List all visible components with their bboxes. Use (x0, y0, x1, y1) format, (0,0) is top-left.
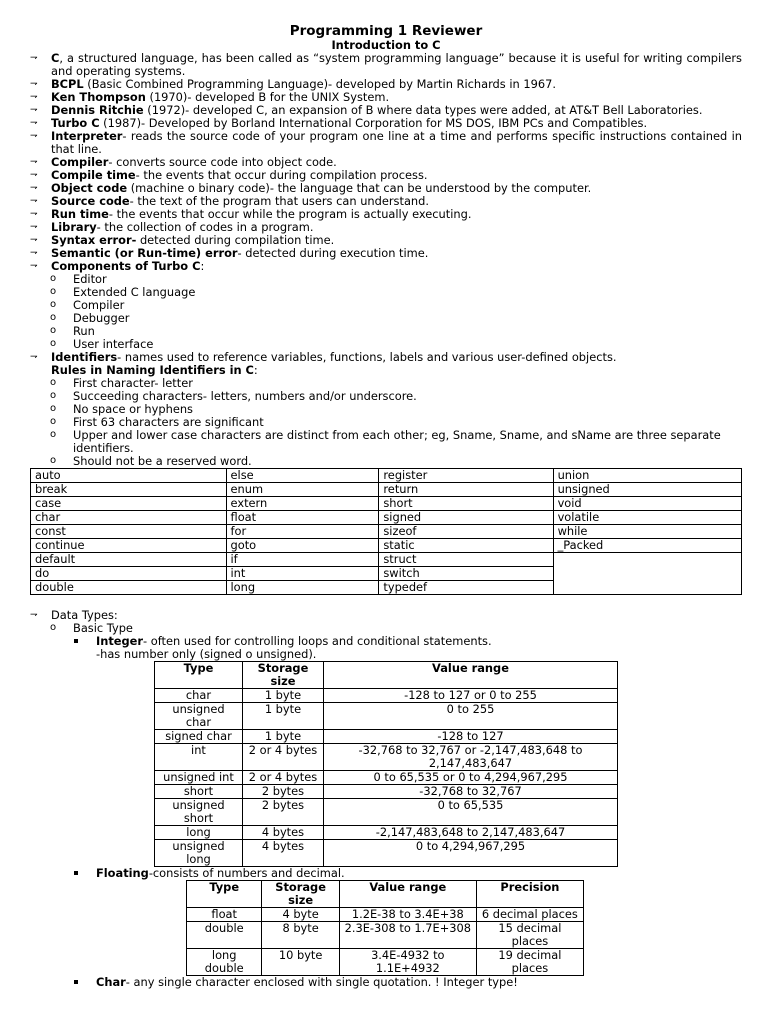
rule-item: o No space or hyphens (30, 403, 742, 416)
term: Semantic (or Run-time) error (51, 246, 238, 260)
table-cell: for (226, 525, 379, 539)
table-row (31, 469, 742, 483)
table-cell: unsigned (553, 483, 741, 497)
table-cell: -128 to 127 (323, 730, 617, 744)
table-cell: void (553, 497, 741, 511)
table-cell: -32,768 to 32,767 (323, 785, 617, 799)
table-cell: continue (31, 539, 227, 553)
term: Turbo C (51, 116, 100, 130)
definition: - any single character enclosed with single quotation. ! Integer type! (125, 975, 518, 989)
table-cell: case (31, 497, 227, 511)
term: Integer (96, 634, 144, 648)
table-cell: 0 to 65,535 (323, 799, 617, 826)
intro-item (30, 130, 742, 156)
definition: - detected during execution time. (237, 246, 429, 260)
term: Ken Thompson (51, 90, 146, 104)
table-cell: sizeof (379, 525, 553, 539)
rule-item: o Should not be a reserved word. (30, 455, 742, 468)
table-cell: 2 or 4 bytes (242, 744, 323, 771)
rules-list (30, 377, 742, 468)
table-cell: -32,768 to 32,767 or -2,147,483,648 to 2,147,483,647 (323, 744, 617, 771)
table-cell: break (31, 483, 227, 497)
component-item: o Compiler (30, 299, 742, 312)
data-types-item: ⇁ Data Types: (30, 609, 742, 622)
term: Floating (96, 866, 149, 880)
floating-item (30, 867, 742, 880)
column-header: Storage size (262, 881, 339, 908)
table-cell: 6 decimal places (476, 908, 583, 922)
table-row (155, 785, 618, 799)
definition: (1972)- developed C, an expansion of B where data types were added, at AT&T Bell Laboratories. (143, 103, 703, 117)
table-cell: 0 to 255 (323, 703, 617, 730)
definition: -consists of numbers and decimal. (148, 866, 345, 880)
term: Run time (51, 207, 109, 221)
definition: - often used for controlling loops and conditional statements. (143, 634, 492, 648)
table-cell: 1.2E-38 to 3.4E+38 (339, 908, 476, 922)
term: Compile time (51, 168, 136, 182)
table-row (155, 730, 618, 744)
table-row (31, 539, 742, 553)
column-header: Value range (339, 881, 476, 908)
rule-item: o First character- letter (30, 377, 742, 390)
definition: detected during compilation time. (136, 233, 335, 247)
table-row (155, 689, 618, 703)
rules-title: Rules in Naming Identifiers in C (51, 363, 254, 377)
table-cell: extern (226, 497, 379, 511)
table-cell: 2 bytes (242, 799, 323, 826)
table-cell: char (31, 511, 227, 525)
table-cell: double (187, 922, 262, 949)
table-cell: long (155, 826, 243, 840)
table-cell: auto (31, 469, 227, 483)
intro-item (30, 52, 742, 78)
table-row (31, 483, 742, 497)
table-cell: if (226, 553, 379, 567)
floating-types-table (186, 880, 584, 976)
table-cell: int (155, 744, 243, 771)
term: C (51, 51, 60, 65)
table-cell: float (187, 908, 262, 922)
table-cell: long double (187, 949, 262, 976)
table-cell: 1 byte (242, 703, 323, 730)
components-list (30, 273, 742, 351)
table-header-row (155, 662, 618, 689)
term: Interpreter (51, 129, 123, 143)
table-cell: char (155, 689, 243, 703)
definition: (1970)- developed B for the UNIX System. (145, 90, 390, 104)
definition: - the events that occur while the program is actually executing. (108, 207, 472, 221)
table-cell: -128 to 127 or 0 to 255 (323, 689, 617, 703)
basic-type-item: o Basic Type (30, 622, 742, 635)
table-cell: 0 to 65,535 or 0 to 4,294,967,295 (323, 771, 617, 785)
term: Object code (51, 181, 128, 195)
table-cell: const (31, 525, 227, 539)
term: BCPL (51, 77, 84, 91)
table-cell: while (553, 525, 741, 539)
table-cell: 4 byte (262, 908, 339, 922)
table-cell: _Packed (553, 539, 741, 553)
table-row (155, 703, 618, 730)
table-cell: 2 or 4 bytes (242, 771, 323, 785)
table-cell: 4 bytes (242, 840, 323, 867)
identifiers-item (30, 351, 742, 364)
table-cell: do (31, 567, 227, 581)
table-cell: unsigned short (155, 799, 243, 826)
table-cell: 2.3E-308 to 1.7E+308 (339, 922, 476, 949)
table-cell: 15 decimal places (476, 922, 583, 949)
table-cell: volatile (553, 511, 741, 525)
table-cell (553, 553, 741, 595)
intro-list (30, 52, 742, 273)
column-header: Value range (323, 662, 617, 689)
table-cell: 2 bytes (242, 785, 323, 799)
table-row (155, 799, 618, 826)
table-row (155, 744, 618, 771)
table-cell: 19 decimal places (476, 949, 583, 976)
table-cell: 4 bytes (242, 826, 323, 840)
table-row (31, 497, 742, 511)
table-cell: unsigned long (155, 840, 243, 867)
component-item: o Extended C language (30, 286, 742, 299)
table-cell: return (379, 483, 553, 497)
table-cell: struct (379, 553, 553, 567)
table-cell: goto (226, 539, 379, 553)
column-header: Type (187, 881, 262, 908)
table-cell: enum (226, 483, 379, 497)
table-cell: 8 byte (262, 922, 339, 949)
term: Identifiers (51, 350, 118, 364)
table-row (187, 908, 584, 922)
table-cell: register (379, 469, 553, 483)
column-header: Precision (476, 881, 583, 908)
definition: - names used to reference variables, functions, labels and various user-defined objects. (117, 350, 617, 364)
table-cell: 1 byte (242, 689, 323, 703)
term: Compiler (51, 155, 109, 169)
definition: , a structured language, has been called as “system programming language” because it is useful for writing compilers and operating systems. (51, 51, 742, 78)
table-cell: short (155, 785, 243, 799)
table-cell: 3.4E-4932 to 1.1E+4932 (339, 949, 476, 976)
table-cell: 10 byte (262, 949, 339, 976)
rules-colon: : (253, 363, 258, 377)
table-cell: unsigned int (155, 771, 243, 785)
table-cell: unsigned char (155, 703, 243, 730)
intro-item (30, 260, 742, 273)
definition: - the text of the program that users can understand. (129, 194, 430, 208)
table-cell: signed (379, 511, 553, 525)
definition: - converts source code into object code. (108, 155, 337, 169)
char-item (30, 976, 742, 989)
table-row (155, 840, 618, 867)
table-cell: -2,147,483,648 to 2,147,483,647 (323, 826, 617, 840)
table-row (31, 525, 742, 539)
table-cell: 0 to 4,294,967,295 (323, 840, 617, 867)
component-item: o User interface (30, 338, 742, 351)
term: Syntax error- (51, 233, 137, 247)
table-row (155, 826, 618, 840)
table-cell: typedef (379, 581, 553, 595)
definition: : (200, 259, 205, 273)
table-row (187, 922, 584, 949)
rule-item: o Upper and lower case characters are distinct from each other; eg, Sname, Sname, and sName are three separate identifiers. (30, 429, 742, 455)
table-row (187, 949, 584, 976)
component-item: o Run (30, 325, 742, 338)
table-cell: signed char (155, 730, 243, 744)
definition: - reads the source code of your program one line at a time and performs specific instructions contained in that line. (51, 129, 742, 156)
section-subtitle: Introduction to C (331, 38, 441, 52)
integer-types-table (154, 661, 618, 867)
component-item: o Editor (30, 273, 742, 286)
term: Char (96, 975, 126, 989)
definition: (machine o binary code)- the language that can be understood by the computer. (127, 181, 592, 195)
integer-note: -has number only (signed o unsigned). (96, 647, 317, 661)
table-cell: short (379, 497, 553, 511)
term: Source code (51, 194, 130, 208)
reserved-words-table (30, 468, 742, 595)
term: Dennis Ritchie (51, 103, 144, 117)
table-cell: default (31, 553, 227, 567)
term: Library (51, 220, 97, 234)
table-cell: double (31, 581, 227, 595)
table-row (155, 771, 618, 785)
definition: - the collection of codes in a program. (96, 220, 314, 234)
table-cell: static (379, 539, 553, 553)
table-cell: else (226, 469, 379, 483)
document-page (30, 0, 742, 989)
table-cell: int (226, 567, 379, 581)
table-cell: long (226, 581, 379, 595)
page-title: Programming 1 Reviewer (289, 23, 483, 39)
component-item: o Debugger (30, 312, 742, 325)
table-cell: float (226, 511, 379, 525)
integer-item (30, 635, 742, 648)
table-row (31, 511, 742, 525)
rule-item: o First 63 characters are significant (30, 416, 742, 429)
table-cell: 1 byte (242, 730, 323, 744)
table-header-row (187, 881, 584, 908)
rule-item: o Succeeding characters- letters, numbers and/or underscore. (30, 390, 742, 403)
table-row (31, 553, 742, 567)
table-cell: switch (379, 567, 553, 581)
column-header: Type (155, 662, 243, 689)
column-header: Storage size (242, 662, 323, 689)
table-cell: union (553, 469, 741, 483)
term: Components of Turbo C (51, 259, 201, 273)
definition: - the events that occur during compilation process. (135, 168, 428, 182)
definition: (1987)- Developed by Borland International Corporation for MS DOS, IBM PCs and Compatibles. (99, 116, 648, 130)
definition: (Basic Combined Programming Language)- developed by Martin Richards in 1967. (83, 77, 556, 91)
